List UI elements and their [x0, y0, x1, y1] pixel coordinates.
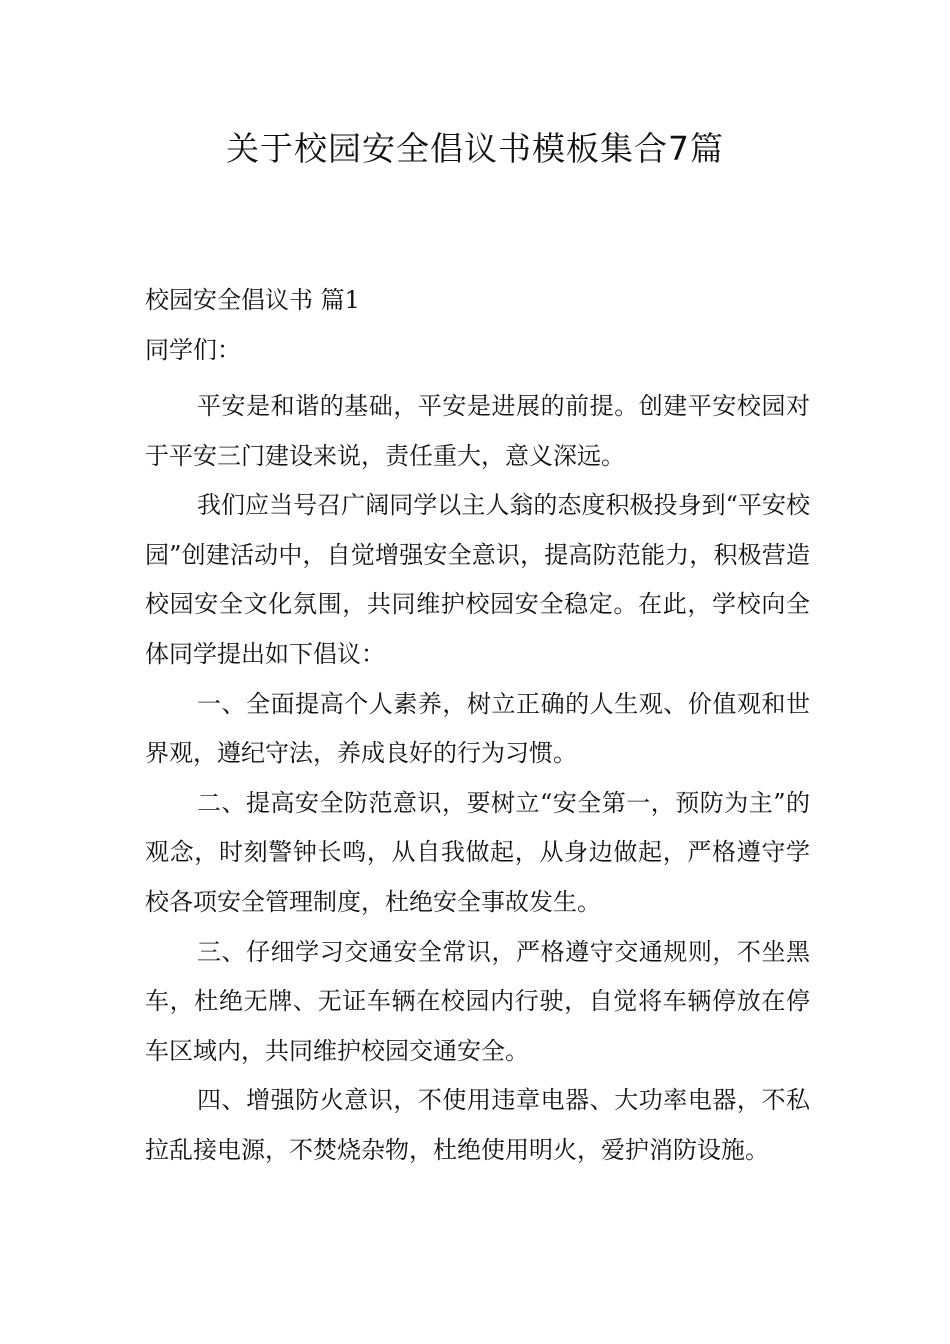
paragraph: 四、增强防火意识，不使用违章电器、大功率电器，不私拉乱接电源，不焚烧杂物，杜绝使用明火，爱护消防设施。	[145, 1086, 810, 1164]
paragraph: 三、仔细学习交通安全常识，严格遵守交通规则，不坐黑车，杜绝无牌、无证车辆在校园内行驶，自觉将车辆停放在停车区域内，共同维护校园交通安全。	[145, 937, 810, 1065]
paragraph: 我们应当号召广阔同学以主人翁的态度积极投身到“平安校园”创建活动中，自觉增强安全意识，提高防范能力，积极营造校园安全文化氛围，共同维护校园安全稳定。在此，学校向全体同学提出如下倡议：	[145, 491, 810, 668]
section-heading: 校园安全倡议书 篇1	[145, 286, 360, 314]
salutation: 同学们：	[145, 336, 241, 364]
document-title: 关于校园安全倡议书模板集合7篇	[226, 129, 724, 168]
document-body	[145, 280, 810, 1176]
paragraph: 二、提高安全防范意识，要树立“安全第一，预防为主”的观念，时刻警钟长鸣，从自我做起，从身边做起，严格遵守学校各项安全管理制度，杜绝安全事故发生。	[145, 788, 810, 916]
paragraph: 一、全面提高个人素养，树立正确的人生观、价值观和世界观，遵纪守法，养成良好的行为习惯。	[145, 689, 810, 768]
paragraph: 平安是和谐的基础，平安是进展的前提。创建平安校园对于平安三门建设来说，责任重大，意义深远。	[145, 392, 810, 470]
